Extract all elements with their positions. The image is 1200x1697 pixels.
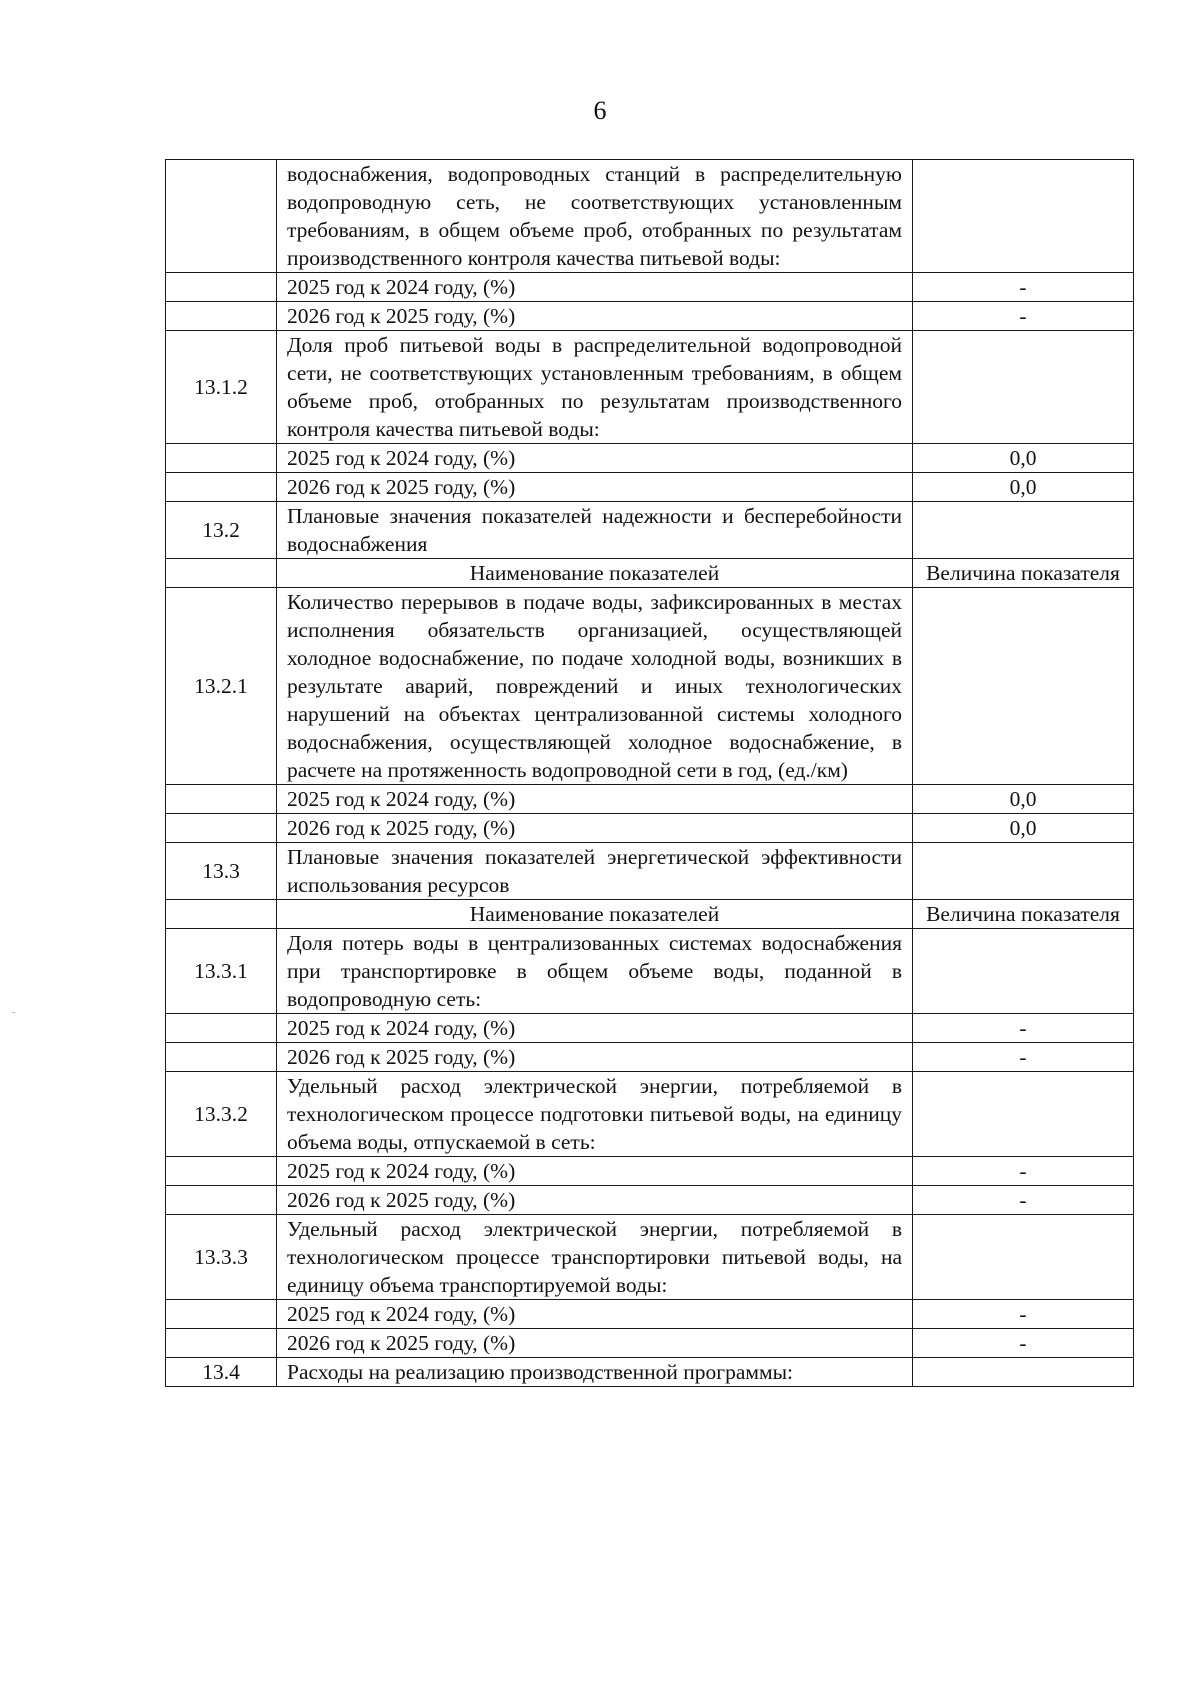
row-number-cell <box>166 473 277 502</box>
indicator-value: 0,0 <box>913 814 1134 843</box>
row-number-cell: 13.3.3 <box>166 1215 277 1300</box>
row-number-cell: 13.4 <box>166 1358 277 1387</box>
indicator-value: - <box>913 1300 1134 1329</box>
indicator-value: 0,0 <box>913 444 1134 473</box>
row-number-cell <box>166 1186 277 1215</box>
row-number-cell <box>166 1043 277 1072</box>
row-number-cell: 13.3.2 <box>166 1072 277 1157</box>
indicator-value <box>913 331 1134 444</box>
row-number-cell <box>166 160 277 273</box>
table-header-row <box>166 559 1134 588</box>
table-row <box>166 331 1134 444</box>
row-number-cell <box>166 273 277 302</box>
row-number-cell <box>166 1300 277 1329</box>
page-number: 6 <box>593 96 607 125</box>
table-year-row <box>166 1043 1134 1072</box>
column-header-value: Величина показателя <box>913 559 1134 588</box>
indicator-description: Доля проб питьевой воды в распределительной водопроводной сети, не соответствующих установленным требованиям, в общем объеме проб, отобранных по результатам производственного контроля качества питьевой воды: <box>277 331 913 444</box>
year-comparison-label: 2026 год к 2025 году, (%) <box>277 302 913 331</box>
row-number-cell: 13.1.2 <box>166 331 277 444</box>
year-comparison-label: 2026 год к 2025 году, (%) <box>277 473 913 502</box>
row-number-cell <box>166 444 277 473</box>
table-row <box>166 843 1134 900</box>
indicator-description: Количество перерывов в подаче воды, зафиксированных в местах исполнения обязательств организацией, осуществляющей холодное водоснабжение, по подаче холодной воды, возникших в результате аварий, повреждений и иных технологических нарушений на объектах централизованной системы холодного водоснабжения, осуществляющей холодное водоснабжение, в расчете на протяженность водопроводной сети в год, (ед./км) <box>277 588 913 785</box>
column-header-name: Наименование показателей <box>277 559 913 588</box>
year-comparison-label: 2026 год к 2025 году, (%) <box>277 1043 913 1072</box>
year-comparison-label: 2026 год к 2025 году, (%) <box>277 814 913 843</box>
table-year-row <box>166 1157 1134 1186</box>
year-comparison-label: 2025 год к 2024 году, (%) <box>277 1157 913 1186</box>
indicator-value: - <box>913 1014 1134 1043</box>
table-row <box>166 1072 1134 1157</box>
indicator-value: 0,0 <box>913 785 1134 814</box>
indicator-description: водоснабжения, водопроводных станций в распределительную водопроводную сеть, не соответствующих установленным требованиям, в общем объеме проб, отобранных по результатам производственного контроля качества питьевой воды: <box>277 160 913 273</box>
indicator-value <box>913 1215 1134 1300</box>
indicator-description: Доля потерь воды в централизованных системах водоснабжения при транспортировке в общем объеме воды, поданной в водопроводную сеть: <box>277 929 913 1014</box>
table-row <box>166 1358 1134 1387</box>
table-year-row <box>166 1014 1134 1043</box>
indicator-description: Удельный расход электрической энергии, потребляемой в технологическом процессе транспортировки питьевой воды, на единицу объема транспортируемой воды: <box>277 1215 913 1300</box>
table-year-row <box>166 1329 1134 1358</box>
indicator-value <box>913 1072 1134 1157</box>
row-number-cell: 13.2 <box>166 502 277 559</box>
indicator-value <box>913 1358 1134 1387</box>
table-row <box>166 502 1134 559</box>
table-row <box>166 1215 1134 1300</box>
table-year-row <box>166 814 1134 843</box>
year-comparison-label: 2025 год к 2024 году, (%) <box>277 1014 913 1043</box>
table-header-row <box>166 900 1134 929</box>
indicators-table <box>165 159 1134 1387</box>
row-number-cell <box>166 1329 277 1358</box>
year-comparison-label: 2025 год к 2024 году, (%) <box>277 273 913 302</box>
indicator-description: Плановые значения показателей надежности и бесперебойности водоснабжения <box>277 502 913 559</box>
indicator-value <box>913 929 1134 1014</box>
table-row <box>166 929 1134 1014</box>
indicator-description: Расходы на реализацию производственной программы: <box>277 1358 913 1387</box>
indicator-value: - <box>913 1157 1134 1186</box>
indicator-description: Удельный расход электрической энергии, потребляемой в технологическом процессе подготовки питьевой воды, на единицу объема воды, отпускаемой в сеть: <box>277 1072 913 1157</box>
indicator-value: - <box>913 273 1134 302</box>
row-number-cell: 13.3 <box>166 843 277 900</box>
year-comparison-label: 2026 год к 2025 году, (%) <box>277 1329 913 1358</box>
indicator-value: - <box>913 1329 1134 1358</box>
year-comparison-label: 2026 год к 2025 году, (%) <box>277 1186 913 1215</box>
row-number-cell <box>166 559 277 588</box>
year-comparison-label: 2025 год к 2024 году, (%) <box>277 1300 913 1329</box>
scan-artifact <box>12 1012 15 1013</box>
indicator-value <box>913 502 1134 559</box>
row-number-cell <box>166 900 277 929</box>
indicator-description: Плановые значения показателей энергетической эффективности использования ресурсов <box>277 843 913 900</box>
row-number-cell <box>166 814 277 843</box>
row-number-cell <box>166 302 277 331</box>
column-header-name: Наименование показателей <box>277 900 913 929</box>
table-year-row <box>166 473 1134 502</box>
indicators-table-body <box>166 160 1134 1387</box>
indicator-value: 0,0 <box>913 473 1134 502</box>
year-comparison-label: 2025 год к 2024 году, (%) <box>277 785 913 814</box>
indicator-value: - <box>913 1186 1134 1215</box>
table-year-row <box>166 444 1134 473</box>
row-number-cell <box>166 1014 277 1043</box>
table-year-row <box>166 785 1134 814</box>
table-row <box>166 588 1134 785</box>
indicator-value <box>913 843 1134 900</box>
row-number-cell <box>166 785 277 814</box>
table-year-row <box>166 302 1134 331</box>
table-row <box>166 160 1134 273</box>
row-number-cell <box>166 1157 277 1186</box>
table-year-row <box>166 1186 1134 1215</box>
indicator-value <box>913 160 1134 273</box>
column-header-value: Величина показателя <box>913 900 1134 929</box>
row-number-cell: 13.3.1 <box>166 929 277 1014</box>
table-year-row <box>166 273 1134 302</box>
table-year-row <box>166 1300 1134 1329</box>
row-number-cell: 13.2.1 <box>166 588 277 785</box>
year-comparison-label: 2025 год к 2024 году, (%) <box>277 444 913 473</box>
indicator-value <box>913 588 1134 785</box>
indicator-value: - <box>913 302 1134 331</box>
indicator-value: - <box>913 1043 1134 1072</box>
